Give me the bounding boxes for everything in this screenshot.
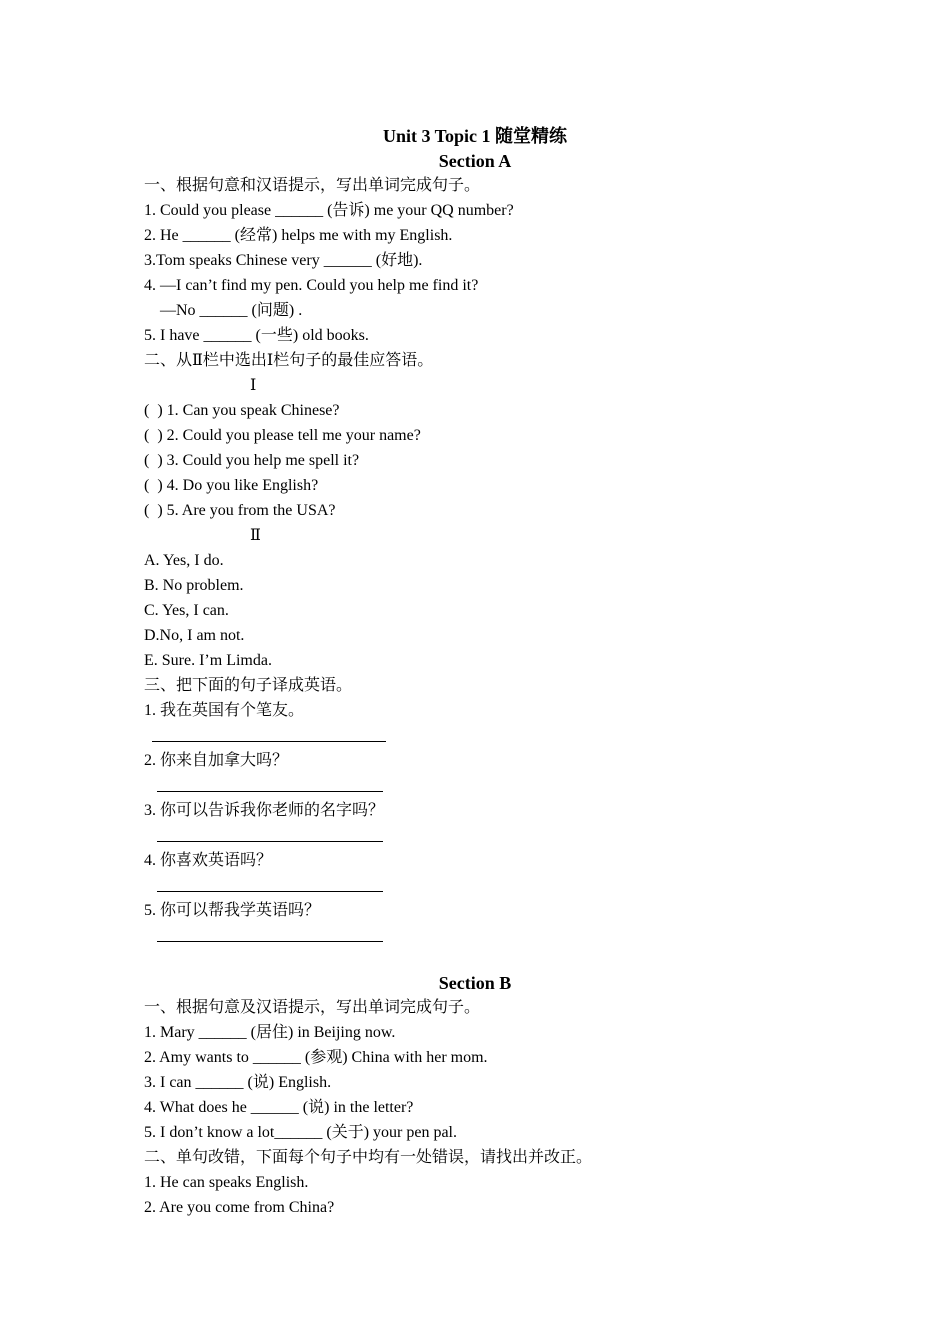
translate-item-1: 1. 我在英国有个笔友。 bbox=[144, 702, 305, 719]
column-one-item-3: ( ) 3. Could you help me spell it? bbox=[144, 452, 360, 469]
column-two-option-e: E. Sure. I’m Limda. bbox=[144, 652, 272, 669]
section-b-part1-item-2: 2. Amy wants to ______ (参观) China with her mom. bbox=[144, 1049, 488, 1066]
section-b-part2-instruction: 二、单句改错，下面每个句子中均有一处错误，请找出并改正。 bbox=[144, 1149, 593, 1166]
section-b-part2-item-1: 1. He can speaks English. bbox=[144, 1174, 309, 1191]
page-title: Unit 3 Topic 1 随堂精练 bbox=[382, 126, 568, 146]
section-b-part1-item-3: 3. I can ______ (说) English. bbox=[144, 1074, 332, 1091]
section-a-part1-instruction: 一、根据句意和汉语提示，写出单词完成句子。 bbox=[144, 177, 481, 194]
section-b-part2-item-2: 2. Are you come from China? bbox=[144, 1199, 335, 1216]
translate-item-5: 5. 你可以帮我学英语吗？ bbox=[144, 902, 321, 919]
section-a-part1-item-4: 4. —I can’t find my pen. Could you help me find it? bbox=[144, 277, 479, 294]
column-two-option-c: C. Yes, I can. bbox=[144, 602, 229, 619]
answer-line-1 bbox=[152, 722, 386, 742]
section-a-part1-item-3: 3.Tom speaks Chinese very ______ (好地). bbox=[144, 252, 423, 269]
section-b-part1-item-5: 5. I don’t know a lot______ (关于) your pen pal. bbox=[144, 1124, 457, 1141]
section-a-part2-instruction: 二、从Ⅱ栏中选出Ⅰ栏句子的最佳应答语。 bbox=[144, 352, 434, 369]
translate-item-2: 2. 你来自加拿大吗？ bbox=[144, 752, 289, 769]
column-one-item-5: ( ) 5. Are you from the USA? bbox=[144, 502, 336, 519]
column-one-item-1: ( ) 1. Can you speak Chinese? bbox=[144, 402, 340, 419]
column-two-option-d: D.No, I am not. bbox=[144, 627, 245, 644]
column-one-item-2: ( ) 2. Could you please tell me your name? bbox=[144, 427, 421, 444]
section-a-part3-instruction: 三、把下面的句子译成英语。 bbox=[144, 677, 353, 694]
column-one-item-4: ( ) 4. Do you like English? bbox=[144, 477, 319, 494]
section-a-part1-item-2: 2. He ______ (经常) helps me with my English. bbox=[144, 227, 453, 244]
translate-item-4: 4. 你喜欢英语吗？ bbox=[144, 852, 273, 869]
answer-line-2 bbox=[157, 772, 383, 792]
translate-item-3: 3. 你可以告诉我你老师的名字吗？ bbox=[144, 802, 385, 819]
answer-line-4 bbox=[157, 872, 383, 892]
section-b-part1-item-4: 4. What does he ______ (说) in the letter? bbox=[144, 1099, 414, 1116]
column-two-option-b: B. No problem. bbox=[144, 577, 244, 594]
section-a-part1-item-4-reply: —No ______ (问题) . bbox=[160, 302, 303, 319]
section-a-part1-item-5: 5. I have ______ (一些) old books. bbox=[144, 327, 369, 344]
section-b-part1-instruction: 一、根据句意及汉语提示，写出单词完成句子。 bbox=[144, 999, 481, 1016]
section-b-part1-item-1: 1. Mary ______ (居住) in Beijing now. bbox=[144, 1024, 396, 1041]
answer-line-5 bbox=[157, 922, 383, 942]
section-a-part1-item-1: 1. Could you please ______ (告诉) me your QQ number? bbox=[144, 202, 514, 219]
answer-line-3 bbox=[157, 822, 383, 842]
column-two-option-a: A. Yes, I do. bbox=[144, 552, 224, 569]
column-one-label: Ⅰ bbox=[250, 377, 257, 394]
section-a-heading: Section A bbox=[438, 151, 512, 171]
column-two-label: Ⅱ bbox=[250, 527, 261, 544]
section-b-heading: Section B bbox=[438, 973, 512, 993]
